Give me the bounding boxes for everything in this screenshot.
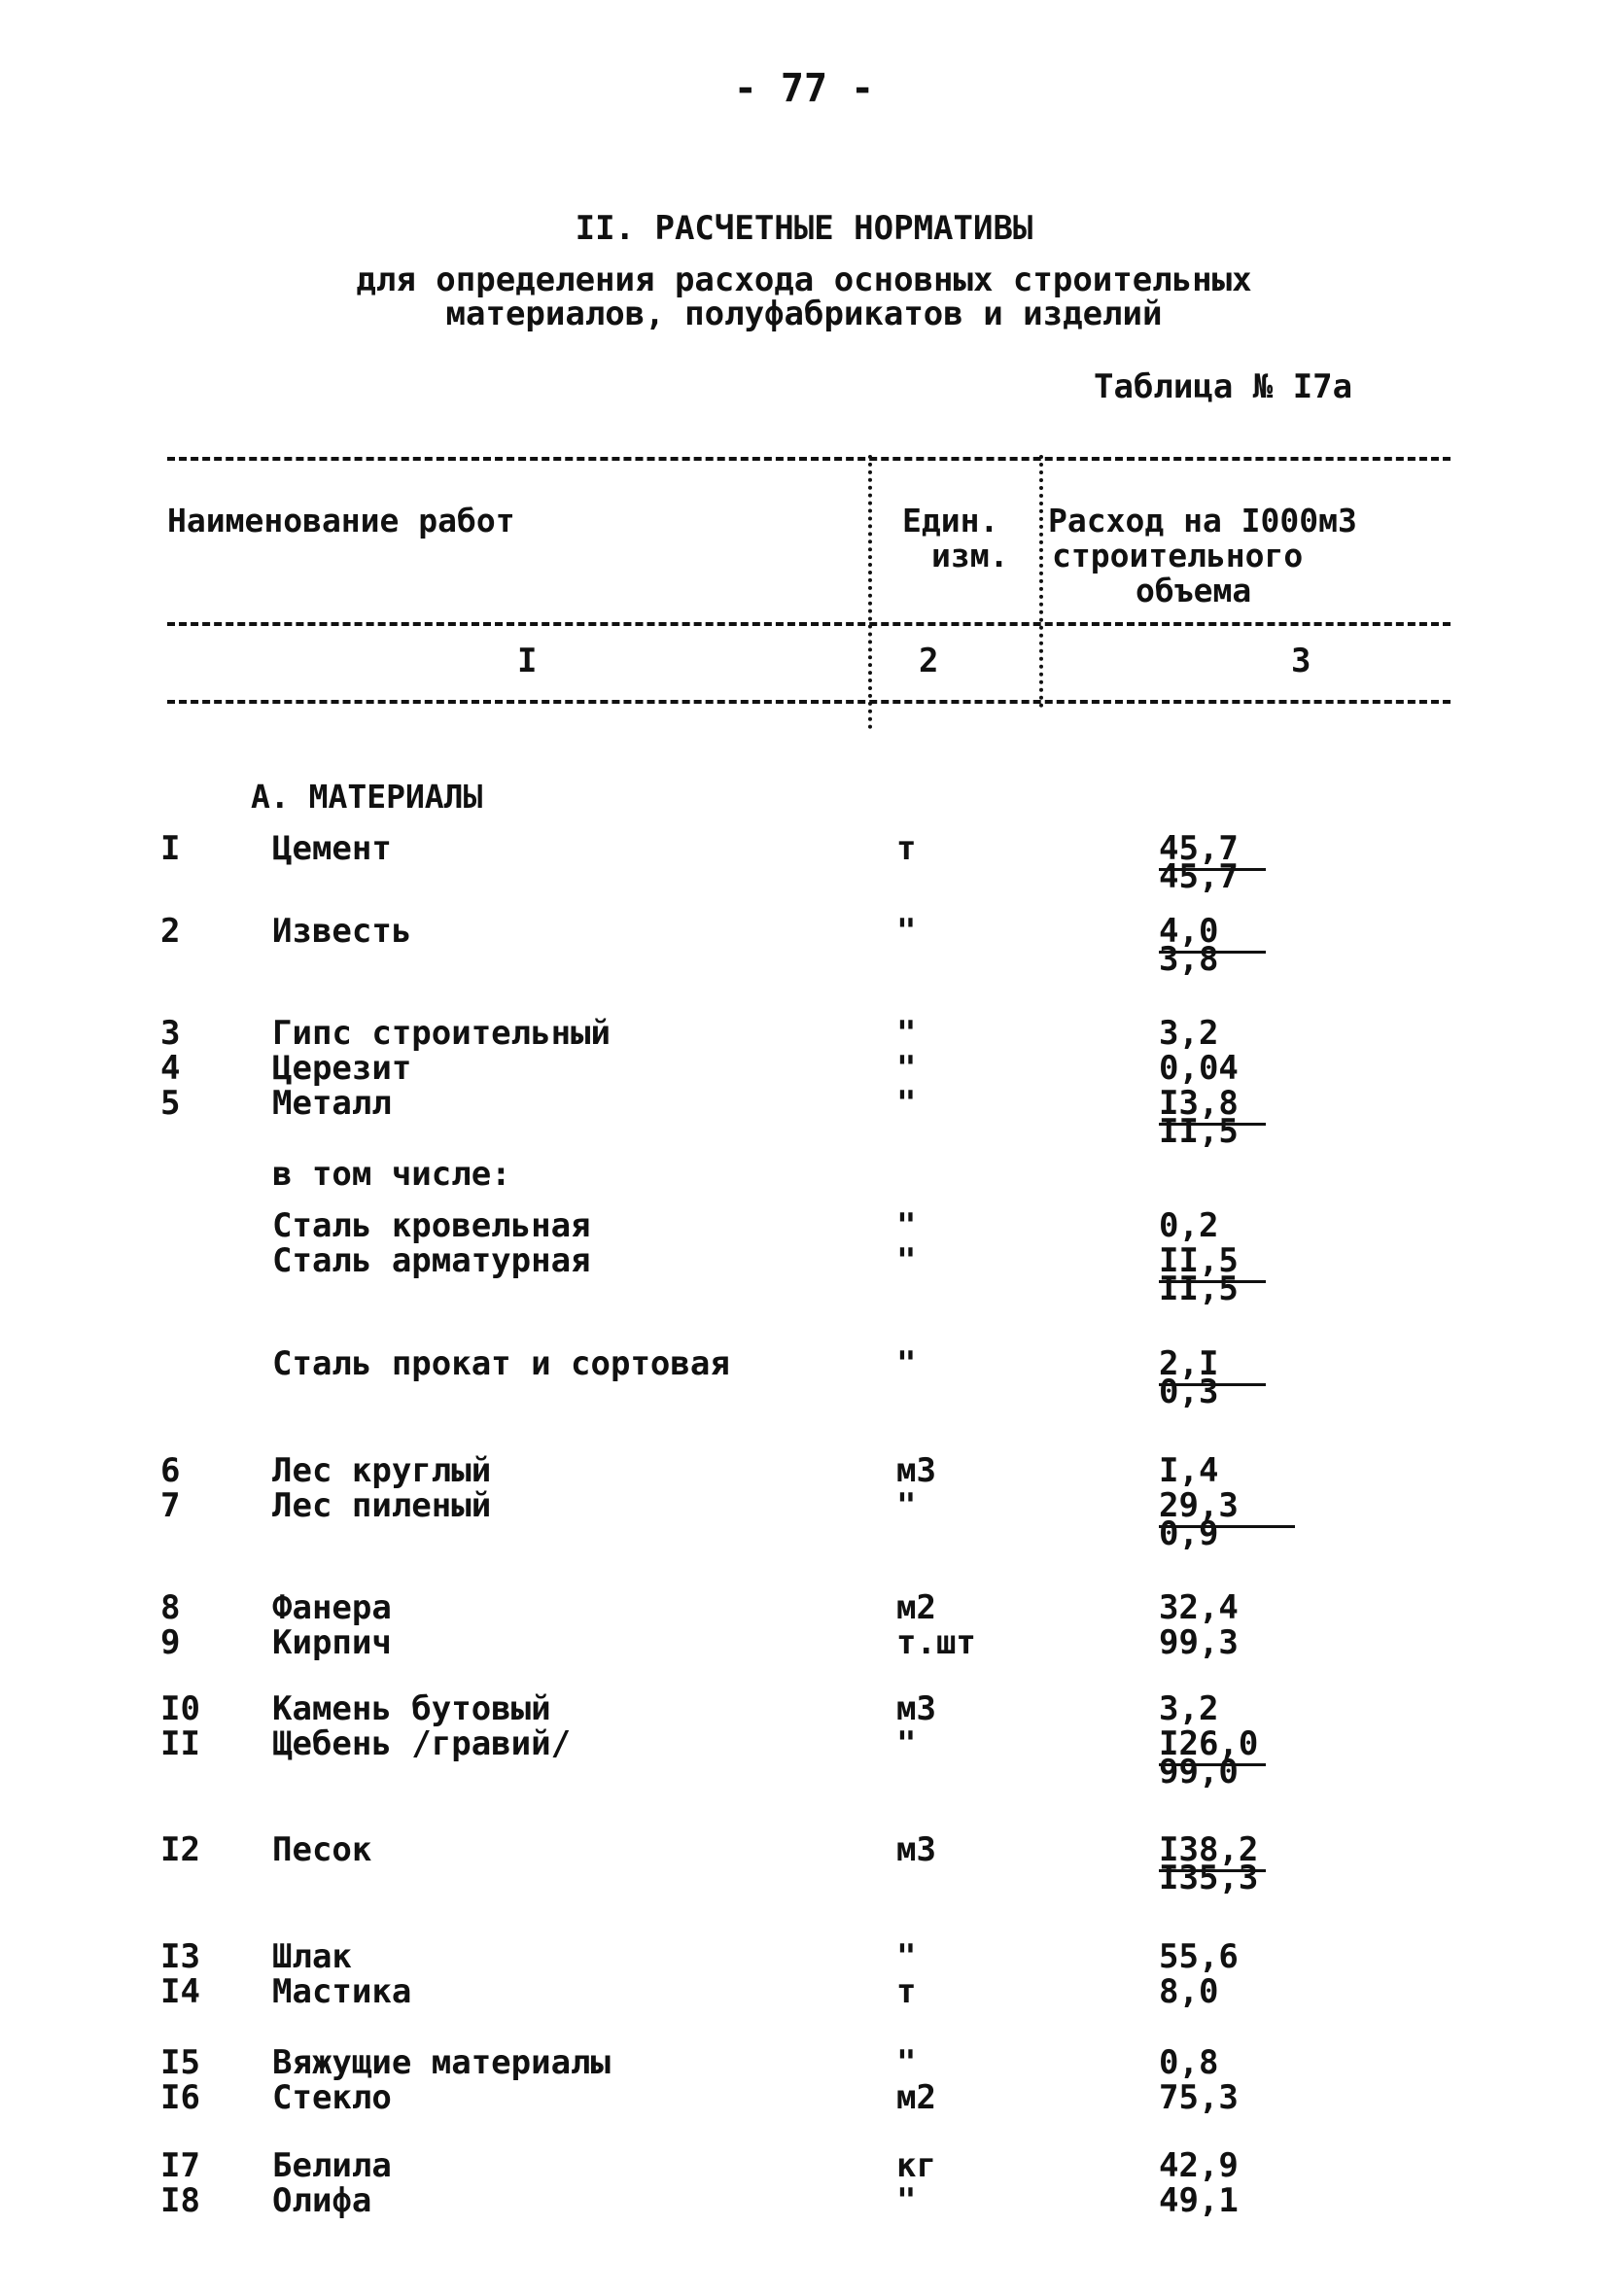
row-unit: " xyxy=(896,912,917,951)
row-number: I7 xyxy=(160,2146,200,2185)
value-bottom: 0,9 xyxy=(1159,1514,1219,1553)
row-value xyxy=(1159,1243,1266,1306)
row-number: I4 xyxy=(160,1972,200,2011)
heading-subtitle-line2: материалов, полуфабрикатов и изделий xyxy=(445,295,1163,333)
row-value: 3,2 xyxy=(1159,1689,1219,1728)
row-unit: м3 xyxy=(896,1451,936,1490)
header-rule-bottom xyxy=(167,700,1451,704)
row-unit: " xyxy=(896,2043,917,2082)
value-top: 2,I xyxy=(1159,1344,1219,1383)
row-name: Щебень /гравий/ xyxy=(272,1724,572,1763)
column-header-usage-line2: строительного xyxy=(1052,537,1304,574)
row-unit: " xyxy=(896,1486,917,1525)
row-value: I,4 xyxy=(1159,1451,1219,1490)
row-number: 7 xyxy=(160,1486,181,1525)
row-number: I0 xyxy=(160,1689,200,1728)
column-divider-1 xyxy=(868,455,872,729)
column-header-usage-line3: объема xyxy=(1136,572,1252,609)
row-number: I xyxy=(160,829,181,868)
row-unit: " xyxy=(896,2181,917,2220)
value-top: 4,0 xyxy=(1159,912,1219,951)
row-name: Камень бутовый xyxy=(272,1689,551,1728)
row-value xyxy=(1159,1346,1266,1409)
value-bottom: 45,7 xyxy=(1159,857,1239,896)
row-value: 0,04 xyxy=(1159,1049,1239,1088)
value-top: I38,2 xyxy=(1159,1830,1259,1869)
value-bottom: II,5 xyxy=(1159,1270,1239,1308)
row-number: 9 xyxy=(160,1623,181,1662)
row-value xyxy=(1159,831,1266,894)
header-rule-middle xyxy=(167,622,1451,626)
row-number: II xyxy=(160,1724,200,1763)
row-name: Сталь прокат и сортовая xyxy=(272,1344,730,1383)
value-bottom: 0,3 xyxy=(1159,1373,1219,1411)
section-title: А. МАТЕРИАЛЫ xyxy=(251,778,483,816)
row-unit: " xyxy=(896,1937,917,1976)
row-value xyxy=(1159,1488,1295,1551)
row-unit: " xyxy=(896,1049,917,1088)
row-value xyxy=(1159,1832,1266,1896)
row-value: 99,3 xyxy=(1159,1623,1239,1662)
column-header-usage-line1: Расход на I000м3 xyxy=(1048,502,1357,539)
row-number: 8 xyxy=(160,1588,181,1627)
heading-title: II. РАСЧЕТНЫЕ НОРМАТИВЫ xyxy=(575,209,1033,248)
row-unit: " xyxy=(896,1344,917,1383)
value-top: 45,7 xyxy=(1159,829,1239,868)
row-name: Стекло xyxy=(272,2078,392,2117)
row-value: 0,8 xyxy=(1159,2043,1219,2082)
table-label: Таблица № I7a xyxy=(1094,367,1353,406)
row-value xyxy=(1159,914,1266,977)
row-name: Вяжущие материалы xyxy=(272,2043,611,2082)
value-bottom: 99,0 xyxy=(1159,1753,1239,1792)
value-top: II,5 xyxy=(1159,1241,1239,1280)
row-unit: м2 xyxy=(896,1588,936,1627)
row-name: Кирпич xyxy=(272,1623,392,1662)
row-unit: т xyxy=(896,1972,917,2011)
row-unit: " xyxy=(896,1014,917,1053)
row-value: 55,6 xyxy=(1159,1937,1239,1976)
row-name: Гипс строительный xyxy=(272,1014,611,1053)
row-name: Сталь арматурная xyxy=(272,1241,591,1280)
row-name: в том числе: xyxy=(272,1155,511,1194)
row-unit: " xyxy=(896,1084,917,1123)
value-top: 29,3 xyxy=(1159,1486,1239,1525)
row-value: 75,3 xyxy=(1159,2078,1239,2117)
row-unit: " xyxy=(896,1206,917,1245)
page-number: - 77 - xyxy=(733,66,875,111)
row-value: 8,0 xyxy=(1159,1972,1219,2011)
row-number: 4 xyxy=(160,1049,181,1088)
row-name: Мастика xyxy=(272,1972,412,2011)
column-header-name: Наименование работ xyxy=(167,502,515,539)
row-name: Известь xyxy=(272,912,412,951)
row-number: I8 xyxy=(160,2181,200,2220)
column-header-unit-line2: изм. xyxy=(931,537,1009,574)
value-top: I3,8 xyxy=(1159,1084,1239,1123)
value-bottom: 3,8 xyxy=(1159,940,1219,979)
row-unit: " xyxy=(896,1241,917,1280)
value-bottom: I35,3 xyxy=(1159,1859,1259,1897)
row-value: 49,1 xyxy=(1159,2181,1239,2220)
column-header-unit-line1: Един. xyxy=(902,502,999,539)
row-name: Лес пиленый xyxy=(272,1486,492,1525)
row-name: Металл xyxy=(272,1084,392,1123)
row-number: 2 xyxy=(160,912,181,951)
row-number: I5 xyxy=(160,2043,200,2082)
column-divider-2 xyxy=(1039,455,1043,708)
row-name: Олифа xyxy=(272,2181,372,2220)
row-unit: м3 xyxy=(896,1689,936,1728)
row-value: 3,2 xyxy=(1159,1014,1219,1053)
row-name: Шлак xyxy=(272,1937,352,1976)
column-number-2: 2 xyxy=(919,642,939,680)
row-unit: м3 xyxy=(896,1830,936,1869)
header-rule-top xyxy=(167,457,1451,461)
row-name: Белила xyxy=(272,2146,392,2185)
row-number: 3 xyxy=(160,1014,181,1053)
row-value: 42,9 xyxy=(1159,2146,1239,2185)
row-number: I2 xyxy=(160,1830,200,1869)
row-unit: т.шт xyxy=(896,1623,976,1662)
row-number: I3 xyxy=(160,1937,200,1976)
value-bottom: II,5 xyxy=(1159,1112,1239,1151)
row-value xyxy=(1159,1726,1266,1790)
row-name: Лес круглый xyxy=(272,1451,492,1490)
row-name: Фанера xyxy=(272,1588,392,1627)
row-number: 6 xyxy=(160,1451,181,1490)
row-value: 0,2 xyxy=(1159,1206,1219,1245)
heading-subtitle-line1: для определения расхода основных строительных xyxy=(356,261,1252,299)
row-unit: м2 xyxy=(896,2078,936,2117)
value-top: I26,0 xyxy=(1159,1724,1259,1763)
column-number-1: I xyxy=(517,642,538,680)
row-name: Сталь кровельная xyxy=(272,1206,591,1245)
row-name: Песок xyxy=(272,1830,372,1869)
column-number-3: 3 xyxy=(1291,642,1311,680)
row-value: 32,4 xyxy=(1159,1588,1239,1627)
row-name: Цемент xyxy=(272,829,392,868)
row-unit: т xyxy=(896,829,917,868)
row-unit: кг xyxy=(896,2146,936,2185)
row-number: 5 xyxy=(160,1084,181,1123)
row-number: I6 xyxy=(160,2078,200,2117)
row-name: Церезит xyxy=(272,1049,412,1088)
row-unit: " xyxy=(896,1724,917,1763)
row-value xyxy=(1159,1086,1266,1149)
